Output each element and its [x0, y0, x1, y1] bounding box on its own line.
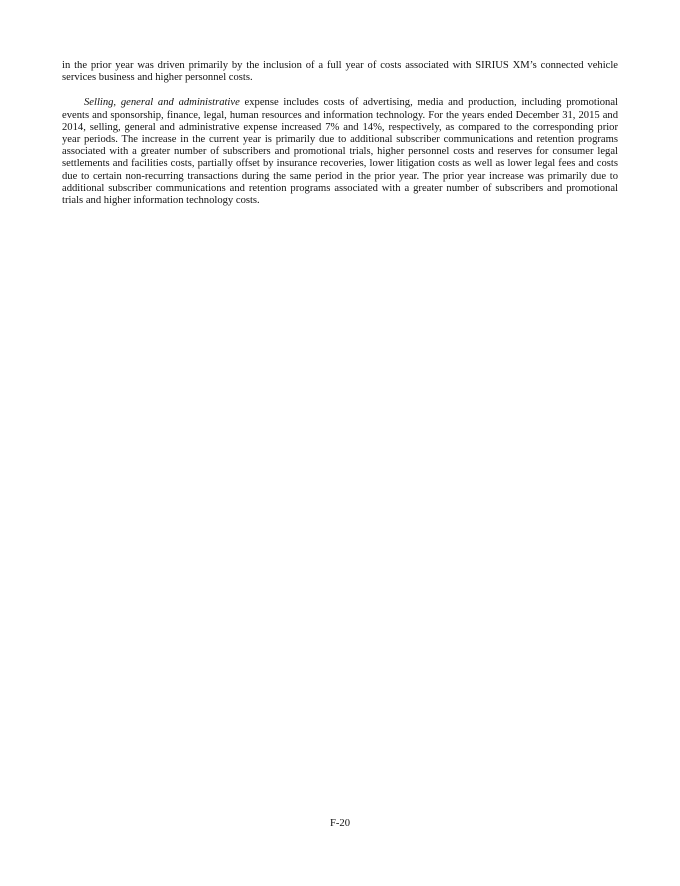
paragraph-lead-term: Selling, general and administrative [84, 97, 240, 109]
paragraph-body-text: expense includes costs of advertising, media and production, including promotional events and sponsorship, finance, legal, human resources and information technology. For the years ended December 31, 2015 and 2014, selling, general and administrative expense increased 7% and 14%, respectively, as compared to the corresponding prior year periods. The increase in the current year is primarily due to additional subscriber communications and retention programs associated with a greater number of subscribers and promotional trials, higher personnel costs and reserves for consumer legal settlements and facilities costs, partially offset by insurance recoveries, lower litigation costs as well as lower legal fees and costs due to certain non-recurring transactions during the same period in the prior year. The prior year increase was primarily due to additional subscriber communications and retention programs associated with a greater number of subscribers and promotional trials and higher information technology costs. [62, 97, 618, 207]
paragraph-sga-expense [62, 97, 618, 207]
page-number: F-20 [329, 818, 350, 829]
document-body [62, 60, 618, 207]
paragraph-continuation: in the prior year was driven primarily by the inclusion of a full year of costs associated with SIRIUS XM’s connected vehicle services business and higher personnel costs. [62, 60, 618, 84]
